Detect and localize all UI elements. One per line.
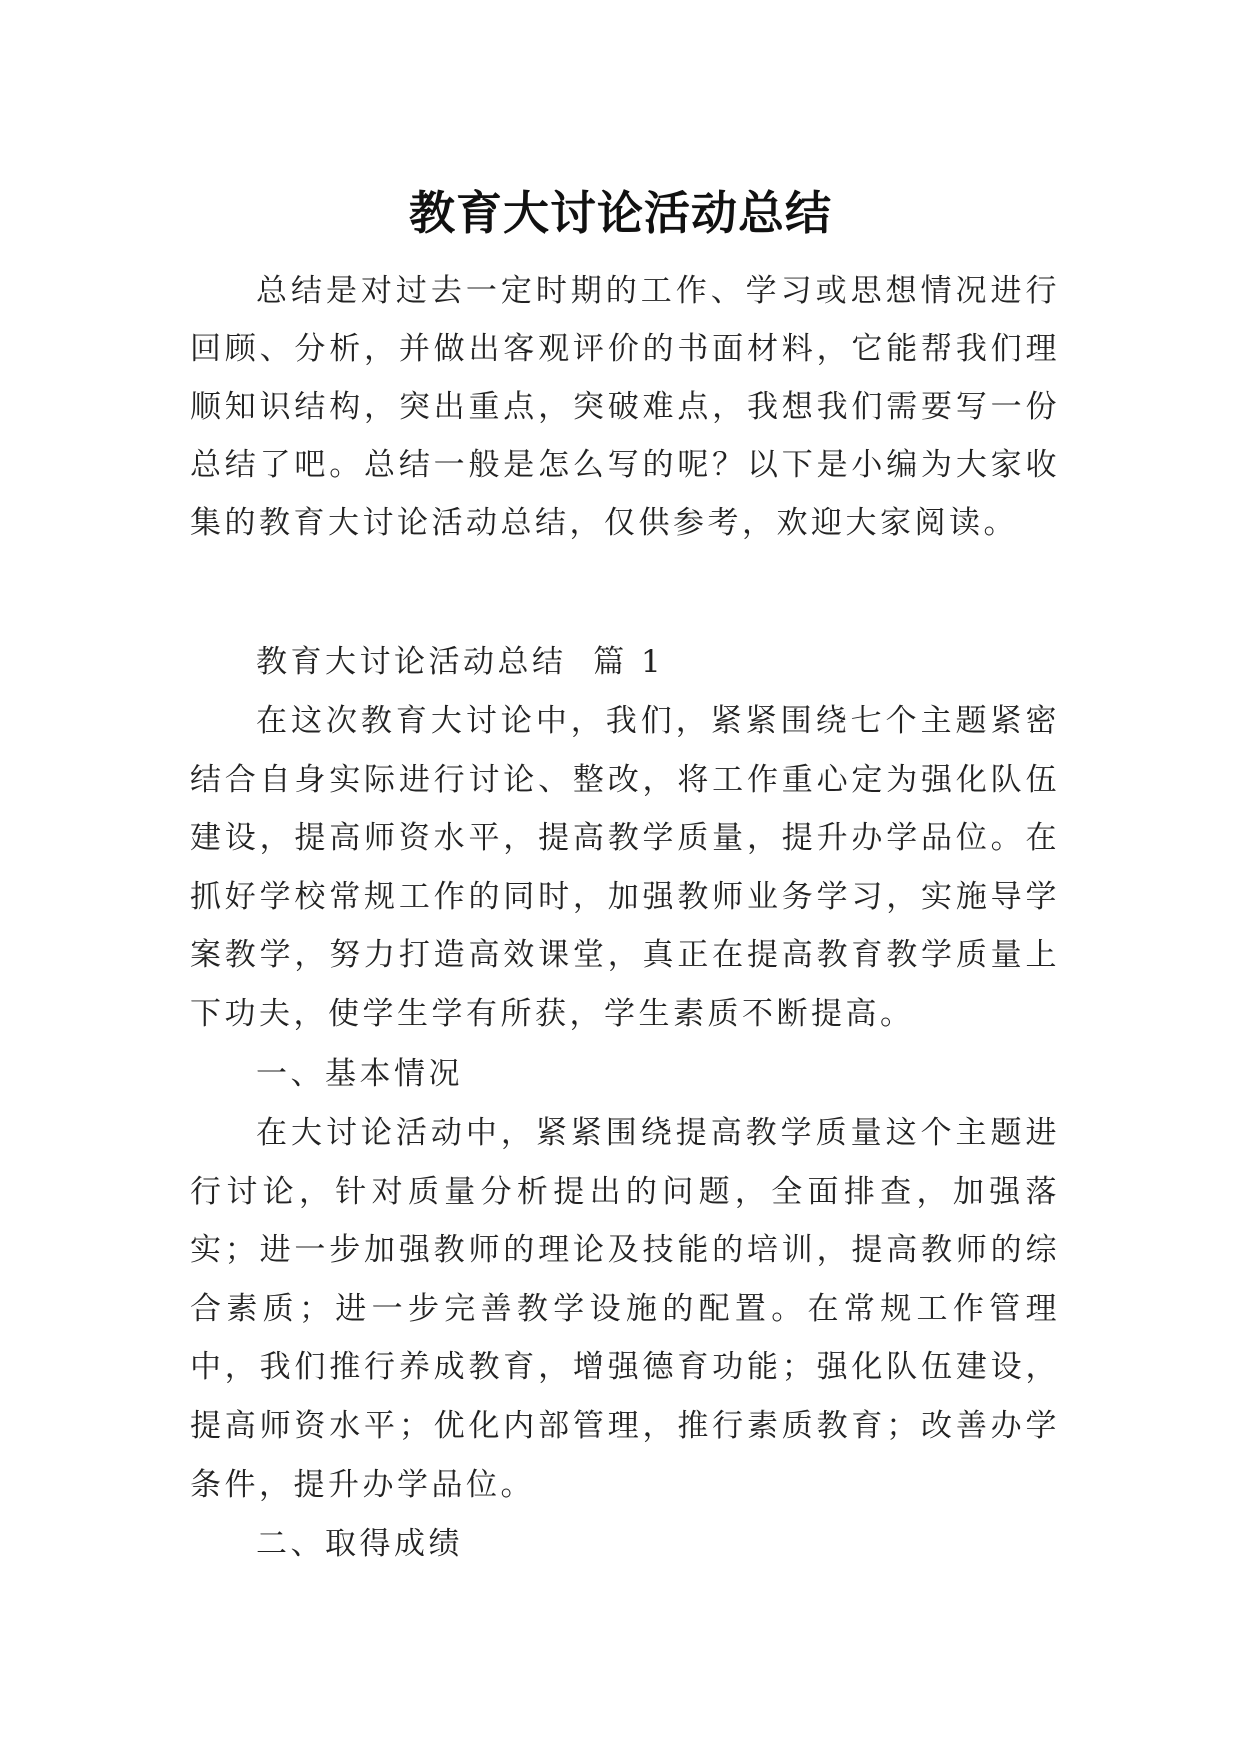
body-paragraph-1: 在这次教育大讨论中，我们，紧紧围绕七个主题紧密结合自身实际进行讨论、整改，将工作重心定为强化队伍建设，提高师资水平，提高教学质量，提升办学品位。在抓好学校常规工作的同时，加强教师业务学习，实施导学案教学，努力打造高效课堂，真正在提高教育教学质量上下功夫，使学生学有所获，学生素质不断提高。 [190,703,1060,1032]
section-heading-2: 二、取得成绩 [256,1526,463,1562]
document-title: 教育大讨论活动总结 [409,185,832,240]
body-paragraph-2: 在大讨论活动中，紧紧围绕提高教学质量这个主题进行讨论，针对质量分析提出的问题，全面排查，加强落实；进一步加强教师的理论及技能的培训，提高教师的综合素质；进一步完善教学设施的配置。在常规工作管理中，我们推行养成教育，增强德育功能；强化队伍建设，提高师资水平；优化内部管理，推行素质教育；改善办学条件，提升办学品位。 [190,1115,1060,1503]
intro-paragraph: 总结是对过去一定时期的工作、学习或思想情况进行回顾、分析，并做出客观评价的书面材料，它能帮我们理顺知识结构，突出重点，突破难点，我想我们需要写一份总结了吧。总结一般是怎么写的呢？以下是小编为大家收集的教育大讨论活动总结，仅供参考，欢迎大家阅读。 [190,273,1060,541]
section-title: 教育大讨论活动总结 篇 1 [256,644,665,680]
section-heading-1: 一、基本情况 [256,1056,463,1092]
